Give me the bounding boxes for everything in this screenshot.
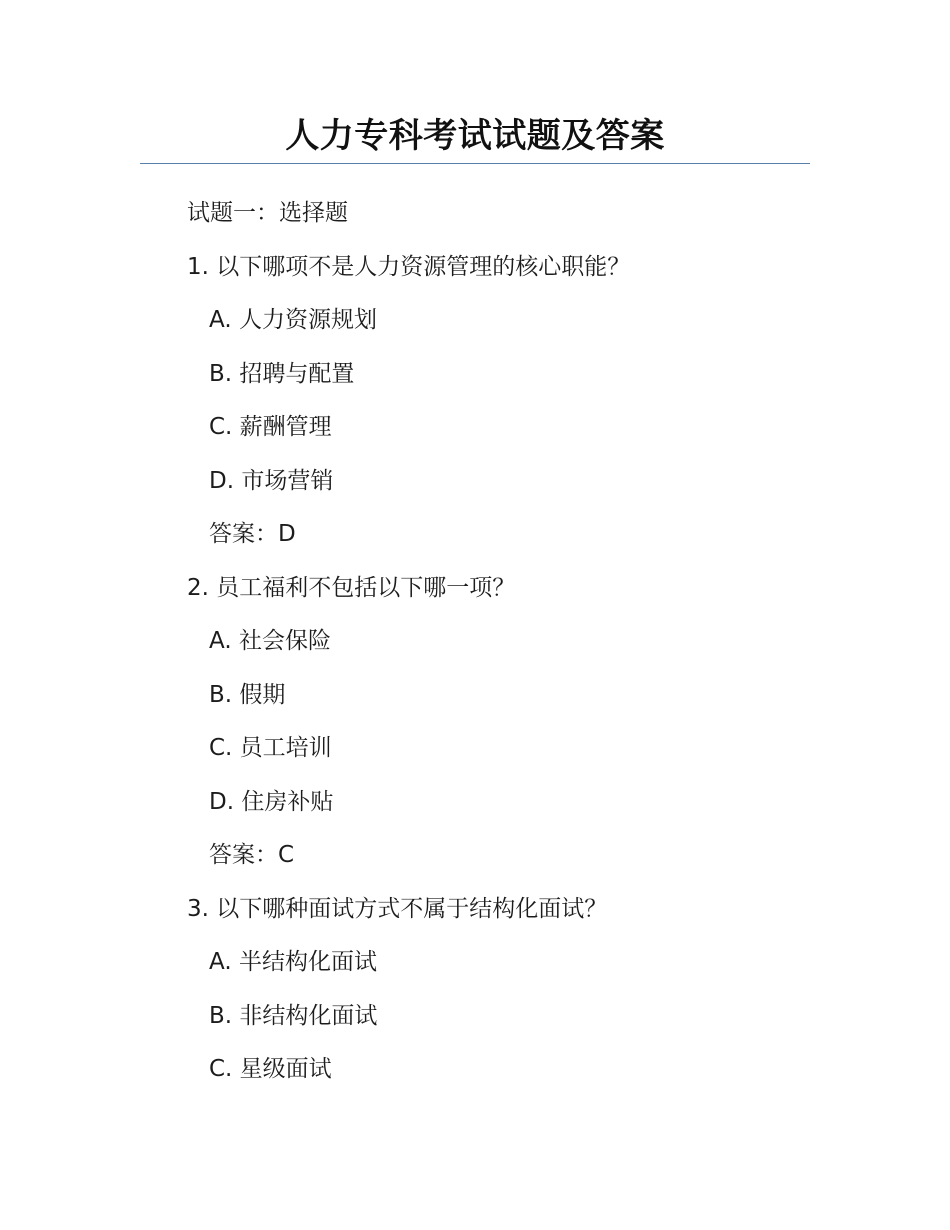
document-title: 人力专科考试试题及答案 <box>285 116 665 156</box>
question-2-option-c: C. 员工培训 <box>209 735 332 761</box>
question-1-option-d: D. 市场营销 <box>209 468 334 494</box>
question-1-option-b: B. 招聘与配置 <box>209 361 355 387</box>
question-1-answer: 答案：D <box>209 521 296 547</box>
question-3-text: 3. 以下哪种面试方式不属于结构化面试？ <box>187 896 608 922</box>
title-underline <box>140 163 810 164</box>
question-2-option-b: B. 假期 <box>209 682 286 708</box>
question-2-text: 2. 员工福利不包括以下哪一项？ <box>187 575 516 601</box>
section-heading: 试题一：选择题 <box>187 200 348 226</box>
question-3-option-b: B. 非结构化面试 <box>209 1003 378 1029</box>
question-1-option-c: C. 薪酬管理 <box>209 414 332 440</box>
question-1-option-a: A. 人力资源规划 <box>209 307 377 333</box>
question-1-text: 1. 以下哪项不是人力资源管理的核心职能？ <box>187 254 631 280</box>
question-3-option-a: A. 半结构化面试 <box>209 949 377 975</box>
question-2-option-a: A. 社会保险 <box>209 628 331 654</box>
question-2-answer: 答案：C <box>209 842 295 868</box>
question-3-option-c: C. 星级面试 <box>209 1056 332 1082</box>
question-2-option-d: D. 住房补贴 <box>209 789 334 815</box>
